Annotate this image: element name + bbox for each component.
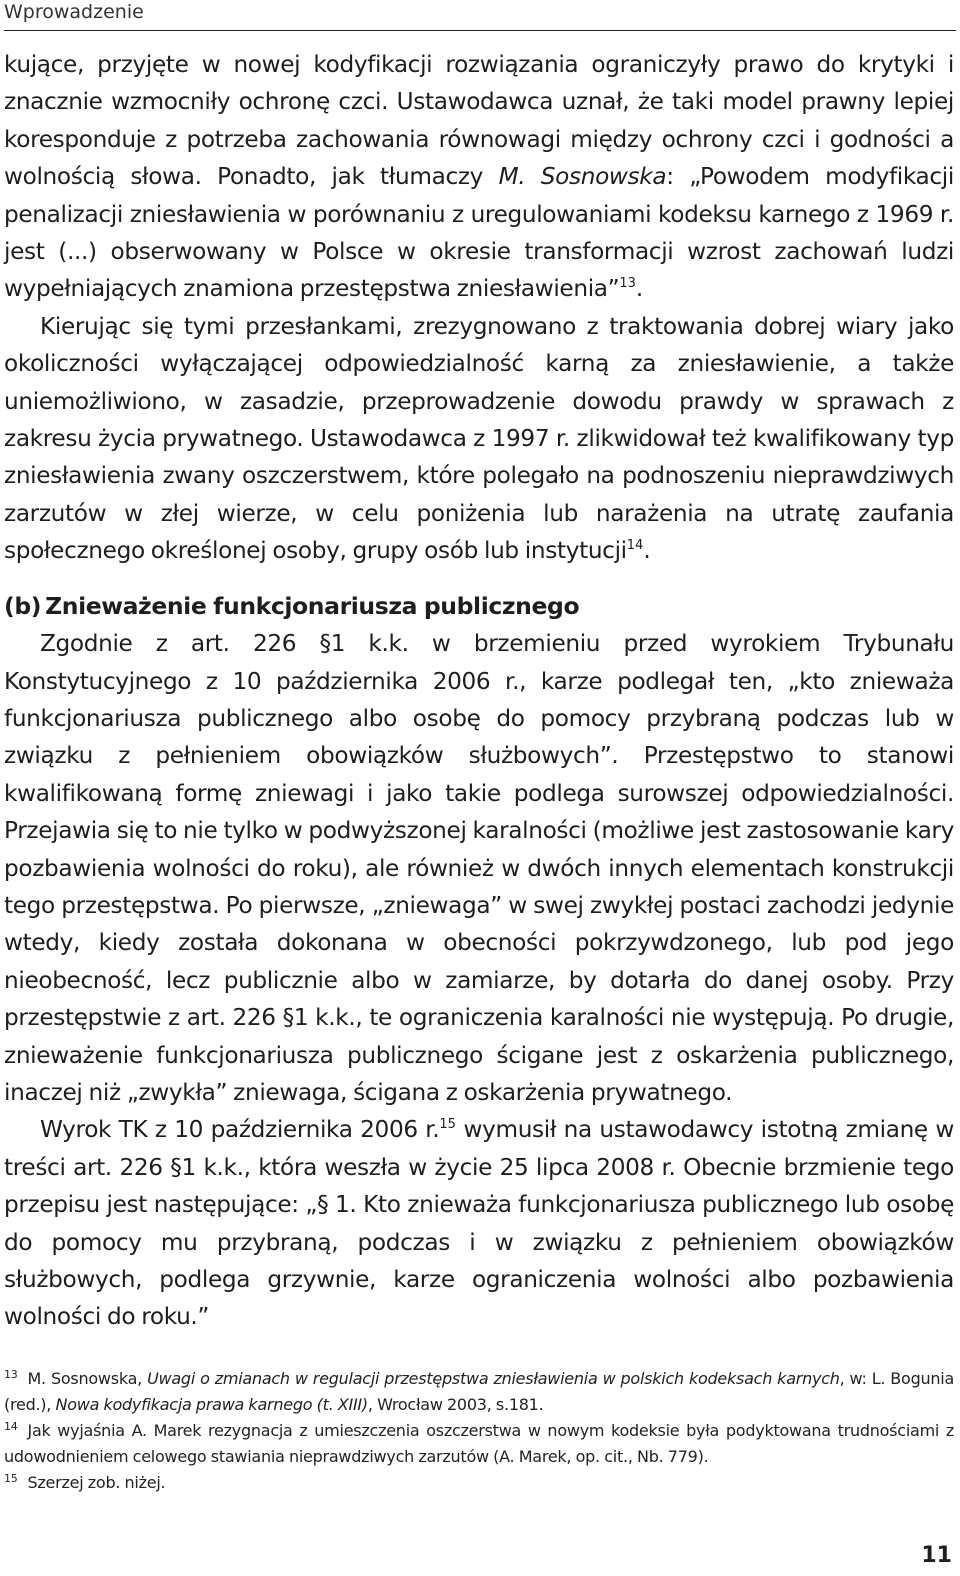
footnote-text: M. Sosnowska,	[27, 1369, 148, 1388]
footnote-text: , Wrocław 2003, s.181.	[367, 1395, 544, 1414]
paragraph-2-text-2: .	[643, 537, 651, 565]
cited-author: M. Sosnowska	[498, 163, 667, 191]
section-paragraph-2-text-1: Wyrok TK z 10 października 2006 r.	[40, 1116, 440, 1144]
paragraph-1-text-3: .	[635, 275, 643, 303]
footnote-14	[4, 1418, 954, 1470]
footnote-text: , w: L. Bogunia (red.),	[4, 1369, 955, 1414]
section-title: Znieważenie funkcjonariusza publicznego	[45, 591, 580, 620]
header-rule	[4, 30, 956, 31]
footnote-ref-15[interactable]: 15	[439, 1117, 456, 1133]
footnote-text: Szerzej zob. niżej.	[27, 1473, 166, 1492]
footnote-15	[4, 1470, 954, 1496]
main-content	[4, 46, 954, 1336]
footnote-number: 13	[4, 1368, 18, 1381]
footnote-ref-14[interactable]: 14	[626, 538, 644, 554]
paragraph-1-text-1: kujące, przyjęte w nowej kodyfikacji rozwiązania ograniczyły prawo do krytyki i znacznie wzmocniły ochronę czci. Ustawodawca uznał, że taki model prawny lepiej koresponduje z potrzeba zachowania równowagi między ochrony czci i godności a wolnością słowa. Ponadto, jak tłumaczy	[4, 51, 954, 191]
footnote-number: 15	[4, 1472, 18, 1485]
paragraph-2-text-1: Kierując się tymi przesłankami, zrezygnowano z traktowania dobrej wiary jako okoliczności wyłączającej odpowiedzialność karną za zniesławienie, a także uniemożliwiono, w zasadzie, przeprowadzenie dowodu prawdy w sprawach z zakresu życia prywatnego. Ustawodawca z 1997 r. zlikwidował też kwalifikowany typ zniesławienia zwany oszczerstwem, które polegało na podnoszeniu nieprawdziwych zarzutów w złej wierze, w celu poniżenia lub narażenia na utratę zaufania społecznego określonej osoby, grupy osób lub instytucji	[4, 312, 954, 565]
running-header: Wprowadzenie	[4, 1, 144, 23]
section-number: (b)	[4, 591, 42, 620]
paragraph-1	[4, 46, 954, 308]
section-heading	[4, 588, 954, 625]
section-paragraph-2-text-2: wymusił na ustawodawcy istotną zmianę w treści art. 226 §1 k.k., która weszła w życie 25 lipca 2008 r. Obecnie brzmienie tego przepisu jest następujące: „§ 1. Kto znieważa funkcjonariusza publicznego lub osobę do pomocy mu przybraną, podczas i w związku z pełnieniem obowiązków służbowych, podlega grzywnie, karze ograniczenia wolności albo pozbawienia wolności do roku.”	[4, 1116, 954, 1331]
paragraph-2	[4, 308, 954, 570]
section-paragraph-2	[4, 1111, 954, 1335]
footnote-number: 14	[4, 1420, 18, 1433]
footnote-ref-13[interactable]: 13	[619, 276, 636, 292]
footnote-title: Uwagi o zmianach w regulacji przestępstwa zniesławienia w polskich kodeksach karnych	[147, 1369, 840, 1388]
footnote-text: Jak wyjaśnia A. Marek rezygnacja z umieszczenia oszczerstwa w nowym kodeksie była podyktowana trudnościami z udowodnieniem celowego stawiania nieprawdziwych zarzutów (A. Marek, op. cit., Nb. 779).	[4, 1421, 954, 1466]
footnote-13	[4, 1366, 954, 1418]
footnote-title: Nowa kodyfikacja prawa karnego (t. XIII)	[55, 1395, 368, 1414]
section-paragraph-1: Zgodnie z art. 226 §1 k.k. w brzemieniu przed wyrokiem Trybunału Konstytucyjnego z 10 października 2006 r., karze podlegał ten, „kto znieważa funkcjonariusza publicznego albo osobę do pomocy przybraną podczas lub w związku z pełnieniem obowiązków służbowych”. Przestępstwo to stanowi kwalifikowaną formę zniewagi i jako takie podlega surowszej odpowiedzialności. Przejawia się to nie tylko w podwyższonej karalności (możliwe jest zastosowanie kary pozbawienia wolności do roku), ale również w dwóch innych elementach konstrukcji tego przestępstwa. Po pierwsze, „zniewaga” w swej zwykłej postaci zachodzi jedynie wtedy, kiedy została dokonana w obecności pokrzywdzonego, lub pod jego nieobecność, lecz publicznie albo w zamiarze, by dotarła do danej osoby. Przy przestępstwie z art. 226 §1 k.k., te ograniczenia karalności nie występują. Po drugie, znieważenie funkcjonariusza publicznego ścigane jest z oskarżenia publicznego, inaczej niż „zwykła” zniewaga, ścigana z oskarżenia prywatnego.	[4, 630, 954, 1106]
page-number: 11	[921, 1543, 952, 1568]
footnotes	[4, 1366, 954, 1496]
paragraph-1-text-2: : „Powodem modyfikacji penalizacji zniesławienia w porównaniu z uregulowaniami kodeksu karnego z 1969 r. jest (...) obserwowany w Polsce w okresie transformacji wzrost zachowań ludzi wypełniających znamiona przestępstwa zniesławienia”	[4, 163, 954, 303]
